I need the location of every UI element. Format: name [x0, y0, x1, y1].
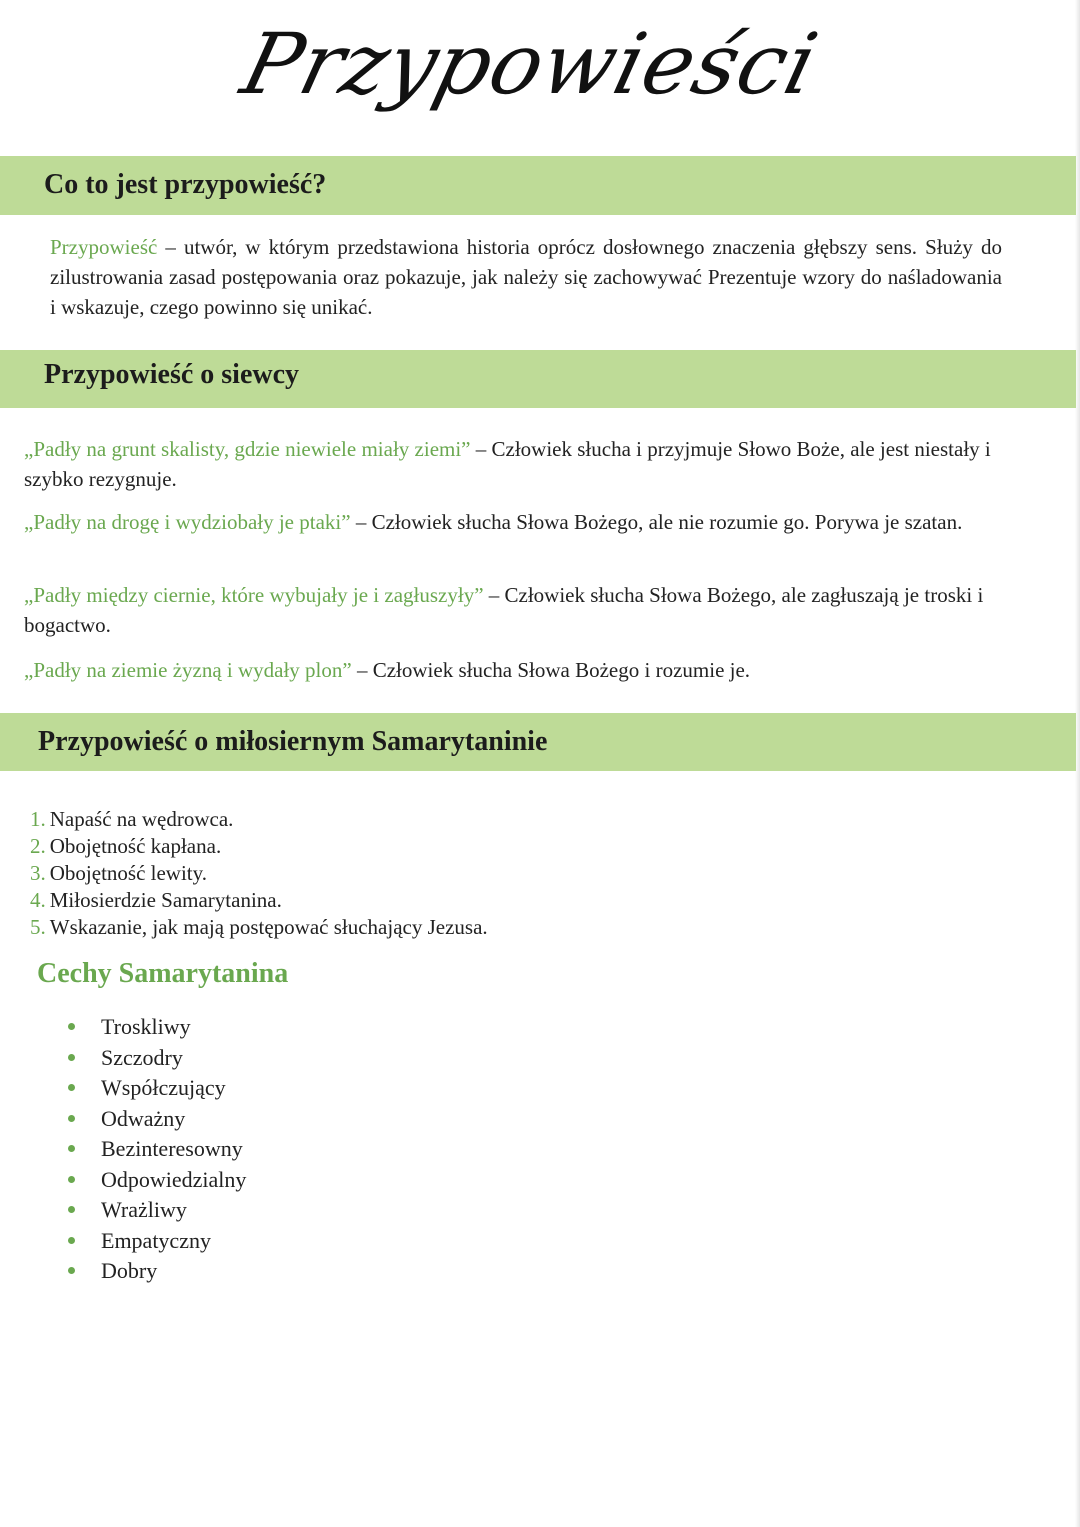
list-item — [30, 806, 488, 833]
section-heading-samaritan: Przypowieść o miłosiernym Samarytaninie — [38, 726, 548, 757]
list-item — [30, 914, 488, 941]
trait-text: Szczodry — [101, 1044, 183, 1070]
list-item — [68, 1256, 246, 1287]
definition-term: Przypowieść — [50, 235, 158, 259]
traits-heading: Cechy Samarytanina — [37, 958, 289, 989]
list-item — [30, 860, 488, 887]
list-item — [68, 1134, 246, 1165]
section-band-sower — [0, 350, 1076, 408]
page-title: Przypowieści — [232, 15, 828, 113]
step-text: Obojętność kapłana. — [49, 834, 222, 858]
step-number: 2. — [30, 834, 46, 858]
section-heading-sower: Przypowieść o siewcy — [44, 359, 300, 390]
section-band-samaritan — [0, 713, 1076, 771]
step-number: 5. — [30, 915, 46, 939]
step-number: 1. — [30, 807, 46, 831]
bullet-icon — [68, 1176, 75, 1183]
sower-meaning: – Człowiek słucha Słowa Bożego i rozumie je. — [351, 658, 751, 682]
sower-entry — [24, 655, 1004, 685]
sower-quote: „Padły na grunt skalisty, gdzie niewiele miały ziemi” — [24, 437, 471, 461]
section-band-definition — [0, 156, 1076, 215]
step-text: Napaść na wędrowca. — [49, 807, 234, 831]
trait-text: Odważny — [101, 1105, 186, 1131]
step-number: 3. — [30, 861, 46, 885]
bullet-icon — [68, 1145, 75, 1152]
trait-text: Dobry — [101, 1258, 158, 1283]
sower-meaning: – Człowiek słucha Słowa Bożego, ale nie rozumie go. Porywa je szatan. — [350, 510, 963, 534]
trait-text: Bezinteresowny — [101, 1136, 243, 1161]
list-item — [68, 1104, 246, 1135]
sower-quote: „Padły między ciernie, które wybujały je i zagłuszyły” — [24, 583, 484, 607]
sower-meaning: – Człowiek słucha i przyjmuje Słowo Boże, ale jest niestały i szybko rezygnuje. — [24, 437, 991, 491]
bullet-icon — [68, 1267, 75, 1274]
sower-quote: „Padły na ziemie żyzną i wydały plon” — [24, 658, 352, 682]
sower-meaning: – Człowiek słucha Słowa Bożego, ale zagłuszają je troski i bogactwo. — [24, 583, 984, 637]
bullet-icon — [68, 1237, 75, 1244]
list-item — [30, 887, 488, 914]
step-text: Obojętność lewity. — [49, 861, 208, 885]
sower-entry — [24, 507, 1004, 537]
step-text: Wskazanie, jak mają postępować słuchający Jezusa. — [49, 915, 488, 939]
list-item — [68, 1012, 246, 1043]
trait-text: Współczujący — [101, 1075, 226, 1100]
sower-quote: „Padły na drogę i wydziobały je ptaki” — [24, 510, 351, 534]
step-text: Miłosierdzie Samarytanina. — [49, 888, 282, 912]
list-item — [68, 1073, 246, 1104]
samaritan-steps-list — [30, 806, 488, 941]
step-number: 4. — [30, 888, 46, 912]
definition-text: – utwór, w którym przedstawiona historia oprócz dosłownego znaczenia głębszy sens. Służy do zilustrowania zasad postępowania oraz pokazuje, jak należy się zachowywać Prezentuje wzory do naśladowania i wskazuje, czego powinno się unikać. — [50, 235, 1002, 319]
list-item — [68, 1165, 246, 1196]
sower-entry — [24, 580, 1004, 640]
bullet-icon — [68, 1084, 75, 1091]
list-item — [68, 1043, 246, 1074]
section-heading-definition: Co to jest przypowieść? — [44, 169, 327, 200]
bullet-icon — [68, 1054, 75, 1061]
trait-text: Wrażliwy — [101, 1197, 187, 1222]
trait-text: Troskliwy — [101, 1014, 191, 1039]
sower-entry — [24, 434, 1004, 494]
bullet-icon — [68, 1023, 75, 1030]
trait-text: Empatyczny — [101, 1227, 211, 1253]
definition-paragraph — [50, 232, 1002, 322]
trait-text: Odpowiedzialny — [101, 1166, 247, 1192]
list-item — [68, 1226, 246, 1257]
bullet-icon — [68, 1206, 75, 1213]
bullet-icon — [68, 1115, 75, 1122]
traits-list — [68, 1012, 246, 1287]
list-item — [68, 1195, 246, 1226]
list-item — [30, 833, 488, 860]
